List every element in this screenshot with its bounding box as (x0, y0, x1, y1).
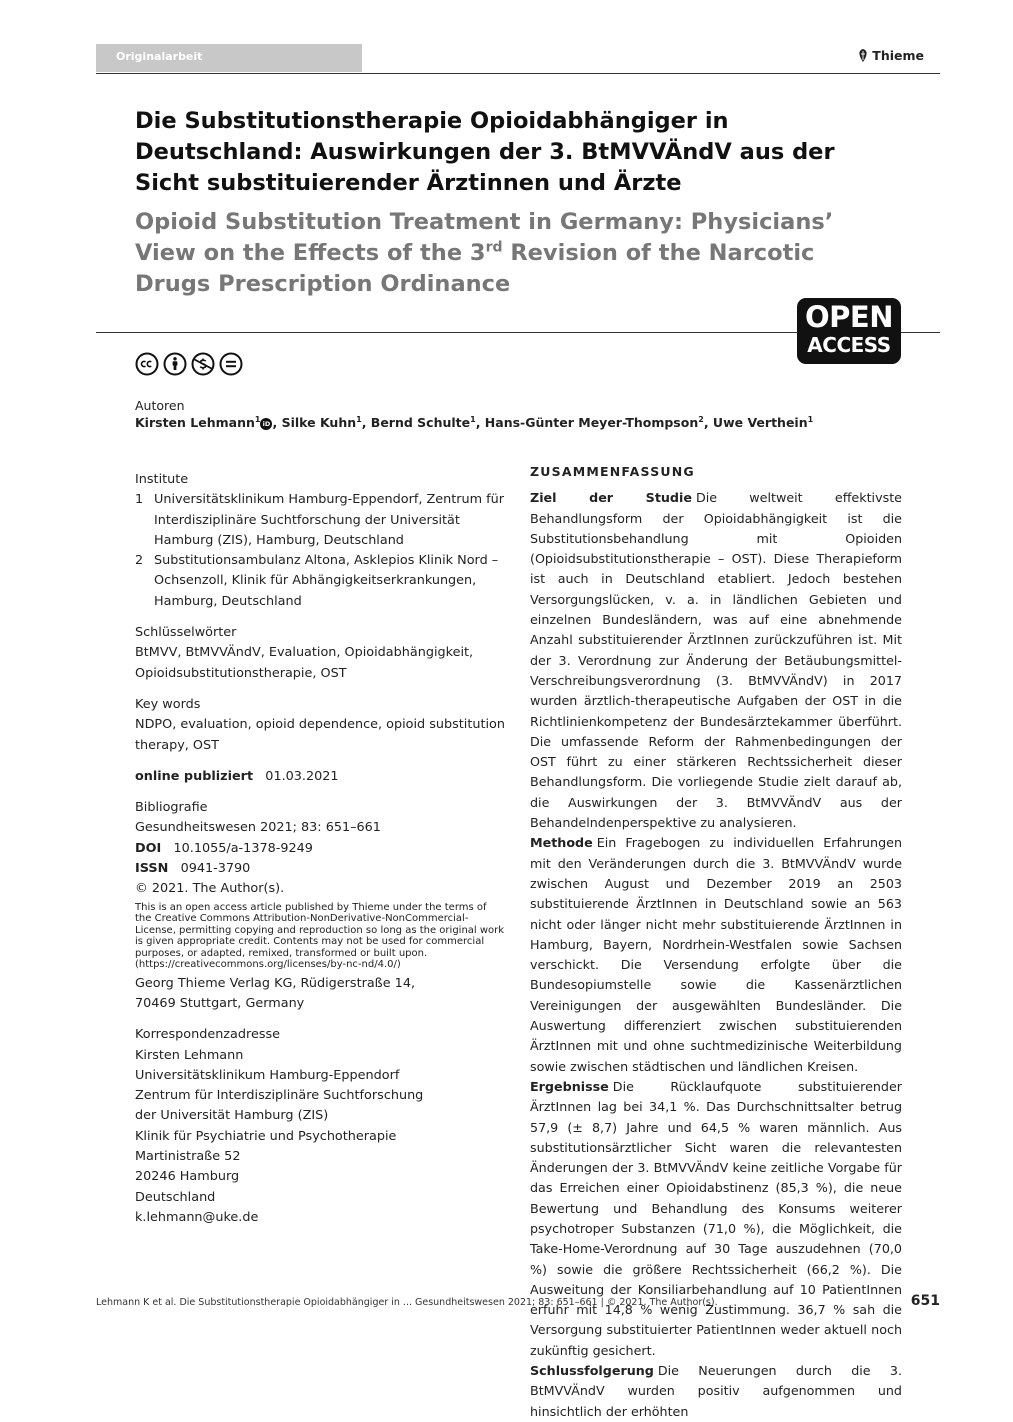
publisher-address: Georg Thieme Verlag KG, Rüdigerstraße 14, (135, 975, 416, 991)
published-label: online publiziert (135, 768, 254, 784)
bibliography-block (135, 798, 505, 1014)
keywords-english-label: Key words (135, 696, 201, 712)
abstract-heading: ZUSAMMENFASSUNG (530, 464, 695, 479)
abstract-paragraph: Schlussfolgerung Die Neuerungen durch die 3. BtMVVÄndV wurden positiv aufgenommen und hinsichtlich der erhöhten (530, 1363, 902, 1419)
author-name: , Silke Kuhn (272, 415, 357, 431)
orcid-icon[interactable]: iD (260, 418, 272, 430)
publisher-name: Thieme (872, 48, 924, 63)
issn-label: ISSN (135, 861, 169, 877)
open-access-badge: OPEN ACCESS (797, 298, 901, 364)
author-name: , Bernd Schulte (361, 415, 471, 431)
correspondence-line: Kirsten Lehmann (135, 1047, 244, 1063)
authors-label: Autoren (135, 398, 185, 413)
abstract-paragraph: Ziel der Studie Die weltweit effektivste Behandlungsform der Opioidabhängigkeit ist die Substitutionsbehandlung mit Opioiden (Opioidsubstitutionstherapie – OST). Diese Therapieform ist auch in Deutschland etabliert. Jedoch bestehen Versorgungslücken, v. a. in ländlichen Gebieten und einzelnen Bundesländern, was auf eine abnehmende Anzahl substituierender ÄrztInnen zurückzuführen ist. Mit der 3. Verordnung zur Änderung der Betäubungsmittel-Verschreibungsverordnung (3. BtMVVÄndV) in 2017 wurden ärztlich-therapeutische Aufgaben der OST in die Richtlinienkompetenz der Bundesärztekammer überführt. Die umfassende Reform der Rahmenbedingungen der OST führt zu einer stärkeren Rechtssicherheit dieser Behandlungsform. Die vorliegende Studie zielt darauf ab, die Auswirkungen der 3. BtMVVÄndV aus der Behandelndenperspektive zu analysieren. (530, 490, 902, 831)
thieme-icon (858, 49, 868, 62)
nd-icon (219, 352, 243, 376)
keywords-german-label: Schlüsselwörter (135, 625, 237, 641)
publisher-logo (858, 48, 924, 63)
correspondence-block (135, 1025, 505, 1228)
doi-label: DOI (135, 840, 162, 856)
correspondence-line: Universitätsklinikum Hamburg-Eppendorf (135, 1067, 400, 1083)
institutes-block (135, 470, 505, 612)
section-label: Originalarbeit (96, 44, 362, 72)
correspondence-line: 20246 Hamburg (135, 1169, 240, 1185)
license-icons (135, 352, 243, 376)
correspondence-line: Martinistraße 52 (135, 1149, 241, 1165)
correspondence-line: Klinik für Psychiatrie und Psychotherapie (135, 1128, 397, 1144)
author-name: , Uwe Verthein (703, 415, 808, 431)
abstract (530, 462, 902, 1422)
abstract-paragraph: Methode Ein Fragebogen zu individuellen Erfahrungen mit den Veränderungen durch die 3. BtMVVÄndV wurde zwischen August und Dezember 2019 an 2503 substituierende ÄrztInnen in Deutschland sowie an 563 nicht oder länger nicht mehr substituierende ÄrztInnen in Hamburg, Bayern, Nordrhein-Westfalen sowie Sachsen verschickt. Die Versendung erfolgte über die Bundesopiumstelle sowie die Kassenärztlichen Vereinigungen der ausgewählten Bundesländer. Die Auswertung differenziert zwischen substituierenden ÄrztInnen mit und ohne suchtmedizinische Weiterbildung sowie zwischen städtischen und ländlichen Kreisen. (530, 835, 902, 1074)
correspondence-line: Deutschland (135, 1189, 216, 1205)
title-english: Opioid Substitution Treatment in Germany: Physicians’ View on the Effects of the 3rd Revision of the Narcotic Drugs Prescription Ordinance (135, 209, 834, 297)
title-german: Die Substitutionstherapie Opioidabhängiger in Deutschland: Auswirkungen der 3. BtMVVÄndV aus der Sicht substituierender Ärztinnen und Ärzte (135, 108, 835, 196)
institute-item: 2 Substitutionsambulanz Altona, Asklepios Klinik Nord – Ochsenzoll, Klinik für Abhängigkeitserkrankungen, Hamburg, Deutschland (135, 553, 499, 609)
nc-icon (191, 352, 215, 376)
copyright: © 2021. The Author(s). (135, 881, 285, 897)
abstract-paragraph: Ergebnisse Die Rücklaufquote substituierender ÄrztInnen lag bei 34,1 %. Das Durchschnittsalter betrug 57,9 (± 8,7) Jahre und 64,5 % waren männlich. Aus substitutionsärztlicher Sicht waren die relevantesten Änderungen der 3. BtMVVÄndV keine zeitliche Vorgabe für das Erreichen einer Opioidabstinenz (85,3 %), die neue Bewertung und Behandlung des Konsums weiterer psychotroper Substanzen (71,0 %), die Möglichkeit, die Take-Home-Verordnung auf 30 Tage auszudehnen (70,0 %) sowie die größere Rechtssicherheit (66,2 %). Die Ausweitung der Konsiliarbehandlung auf 10 PatientInnen erfuhr mit 14,8 % wenig Zustimmung. 36,7 % sah die Versorgung substituierter PatientInnen weder aktuell noch zukünftig gesichert. (530, 1078, 902, 1358)
institutes-label: Institute (135, 472, 189, 487)
keywords-english-text: NDPO, evaluation, opioid dependence, opioid substitution therapy, OST (135, 717, 505, 753)
author-list: Kirsten Lehmann$^1$iD , Silke Kuhn$^1$, Bernd Schulte$^1$, Hans-Günter Meyer-Thompson$^2$, Uwe Verthein$^1$ (135, 415, 814, 431)
by-icon (163, 352, 187, 376)
published-date: 01.03.2021 (265, 768, 339, 784)
keywords-english-block (135, 695, 505, 756)
license-text: This is an open access article published by Thieme under the terms of the Creative Commons Attribution-NonDerivative-NonCommercial-License, permitting copying and reproduction so long as the original work is given appropriate credit. Contents may not be used for commercial purposes, or adapted, remixed, transformed or built upon. (https://creativecommons.org/licenses/by-nc-nd/4.0/) (135, 901, 505, 971)
correspondence-line: Zentrum für Interdisziplinäre Suchtforschung (135, 1088, 424, 1104)
keywords-german-block (135, 623, 505, 684)
cc-icon (135, 352, 159, 376)
issn-value: 0941-3790 (180, 861, 251, 877)
correspondence-label: Korrespondenzadresse (135, 1027, 281, 1043)
author-name: Kirsten Lehmann (135, 415, 255, 431)
page-number: 651 (910, 1293, 940, 1309)
publisher-address: 70469 Stuttgart, Germany (135, 995, 305, 1011)
page-footer: Lehmann K et al. Die Substitutionstherapie Opioidabhängiger in ... Gesundheitswesen 2021; 83: 651–661 | © 2021. The Author(s). (96, 1297, 718, 1308)
bibliography-label: Bibliografie (135, 800, 208, 816)
citation: Gesundheitswesen 2021; 83: 651–661 (135, 820, 381, 836)
header-divider (96, 73, 940, 74)
doi-link[interactable]: 10.1055/a-1378-9249 (173, 840, 313, 856)
keywords-german-text: BtMVV, BtMVVÄndV, Evaluation, Opioidabhängigkeit, Opioidsubstitutionstherapie, OST (135, 645, 474, 681)
correspondence-line: der Universität Hamburg (ZIS) (135, 1108, 329, 1124)
published-block (135, 767, 505, 787)
article-metadata (135, 470, 505, 1239)
institute-item: 1 Universitätsklinikum Hamburg-Eppendorf, Zentrum für Interdisziplinäre Suchtforschung der Universität Hamburg (ZIS), Hamburg, Deutschland (135, 492, 505, 548)
correspondence-email[interactable]: k.lehmann@uke.de (135, 1209, 259, 1225)
author-name: , Hans-Günter Meyer-Thompson (475, 415, 699, 431)
